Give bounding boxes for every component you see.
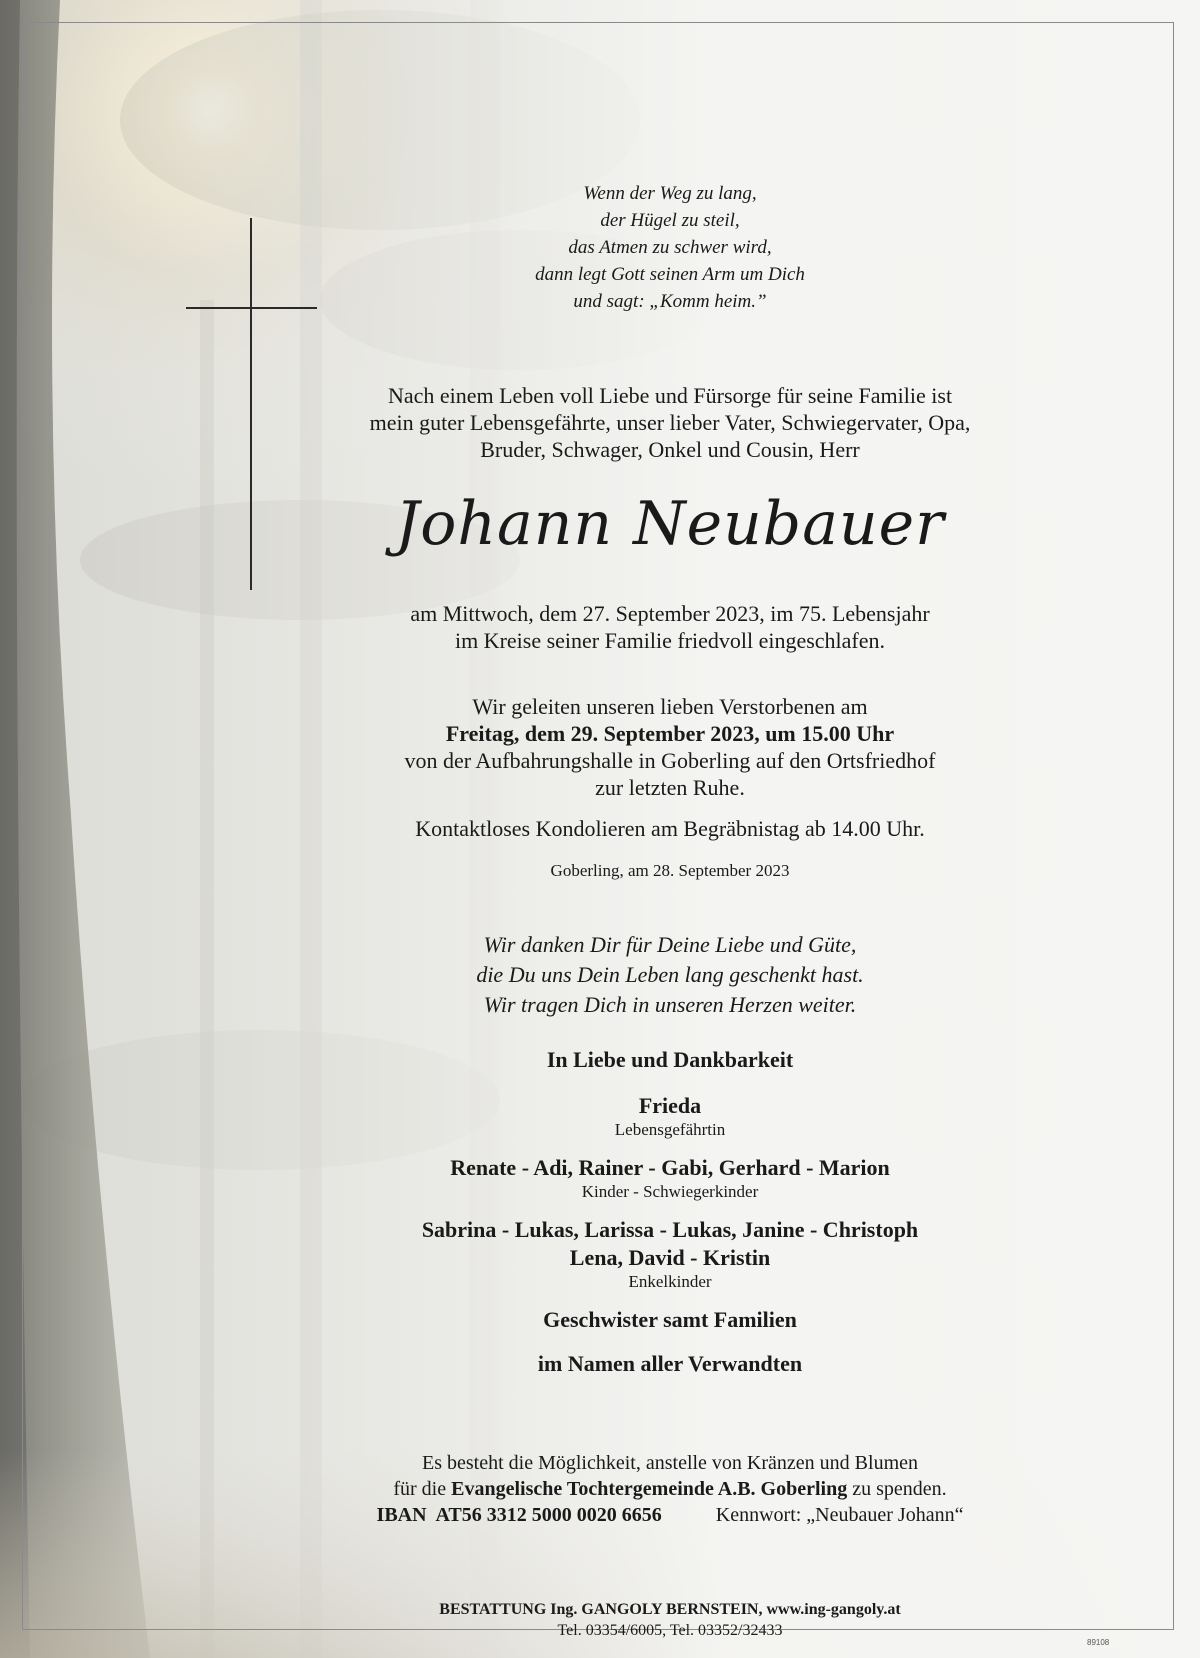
siblings-line: Geschwister samt Familien xyxy=(543,1307,797,1332)
donation-info xyxy=(290,1450,1050,1502)
poem-line: und sagt: „Komm heim.” xyxy=(573,291,767,312)
death-notice xyxy=(290,600,1050,654)
children-relation: Kinder - Schwiegerkinder xyxy=(581,1182,759,1201)
funeral-home-name: BESTATTUNG Ing. GANGOLY BERNSTEIN, xyxy=(439,1601,763,1618)
poem-line: dann legt Gott seinen Arm um Dich xyxy=(535,264,805,285)
memorial-poem xyxy=(290,180,1050,315)
donation-line: Es besteht die Möglichkeit, anstelle von Kränzen und Blumen xyxy=(422,1452,918,1474)
intro-line: Nach einem Leben voll Liebe und Fürsorge für seine Familie ist xyxy=(387,383,953,408)
thanks-line: Wir tragen Dich in unseren Herzen weiter. xyxy=(483,992,857,1017)
kennwort: Kennwort: „Neubauer Johann“ xyxy=(715,1504,964,1526)
death-line: im Kreise seiner Familie friedvoll eingeschlafen. xyxy=(454,628,886,653)
grandchildren-names-1: Sabrina - Lukas, Larissa - Lukas, Janine - Christoph xyxy=(421,1217,919,1242)
poem-line: das Atmen zu schwer wird, xyxy=(568,237,772,258)
deceased-name: Johann Neubauer xyxy=(395,489,945,559)
funeral-home-phones: Tel. 03354/6005, Tel. 03352/32433 xyxy=(557,1622,783,1639)
signature-heading: In Liebe und Dankbarkeit xyxy=(546,1047,794,1072)
intro-line: mein guter Lebensgefährte, unser lieber Vater, Schwiegervater, Opa, xyxy=(369,410,971,435)
bank-details xyxy=(290,1502,1050,1528)
funeral-home-footer xyxy=(290,1599,1050,1641)
children-names: Renate - Adi, Rainer - Gabi, Gerhard - Marion xyxy=(450,1155,890,1180)
poem-line: Wenn der Weg zu lang, xyxy=(583,183,757,204)
cross-vertical-bar xyxy=(250,218,252,590)
funeral-line: von der Aufbahrungshalle in Goberling auf den Ortsfriedhof xyxy=(404,748,936,773)
funeral-line: Wir geleiten unseren lieben Verstorbenen am xyxy=(472,694,868,719)
donation-pre: für die xyxy=(393,1478,452,1500)
iban: IBAN AT56 3312 5000 0020 6656 xyxy=(376,1504,662,1526)
poem-line: der Hügel zu steil, xyxy=(600,210,740,231)
funeral-info xyxy=(290,693,1050,801)
place-date: Goberling, am 28. September 2023 xyxy=(550,861,790,880)
intro-line: Bruder, Schwager, Onkel und Cousin, Herr xyxy=(480,437,860,462)
funeral-home-website: www.ing-gangoly.at xyxy=(762,1601,901,1618)
print-code: 89108 xyxy=(1087,1638,1110,1647)
thanks-verse xyxy=(290,930,1050,1020)
relatives-line: im Namen aller Verwandten xyxy=(537,1351,803,1376)
grandchildren-relation: Enkelkinder xyxy=(628,1272,712,1291)
donation-post: zu spenden. xyxy=(847,1478,947,1500)
partner-name: Frieda xyxy=(638,1093,702,1118)
thanks-line: Wir danken Dir für Deine Liebe und Güte, xyxy=(483,932,857,957)
contact-note: Kontaktloses Kondolieren am Begräbnistag ab 14.00 Uhr. xyxy=(415,816,925,841)
partner-relation: Lebensgefährtin xyxy=(614,1120,726,1139)
donation-line-2 xyxy=(290,1476,1050,1502)
footer-line-1 xyxy=(290,1599,1050,1620)
grandchildren-names-2: Lena, David - Kristin xyxy=(569,1245,771,1270)
death-line: am Mittwoch, dem 27. September 2023, im 75. Lebensjahr xyxy=(410,601,930,626)
thanks-line: die Du uns Dein Leben lang geschenkt hast. xyxy=(476,962,864,987)
funeral-line: zur letzten Ruhe. xyxy=(595,775,745,800)
funeral-date: Freitag, dem 29. September 2023, um 15.00 Uhr xyxy=(445,721,895,746)
donation-organization: Evangelische Tochtergemeinde A.B. Goberling xyxy=(451,1478,848,1500)
intro-text xyxy=(290,382,1050,463)
